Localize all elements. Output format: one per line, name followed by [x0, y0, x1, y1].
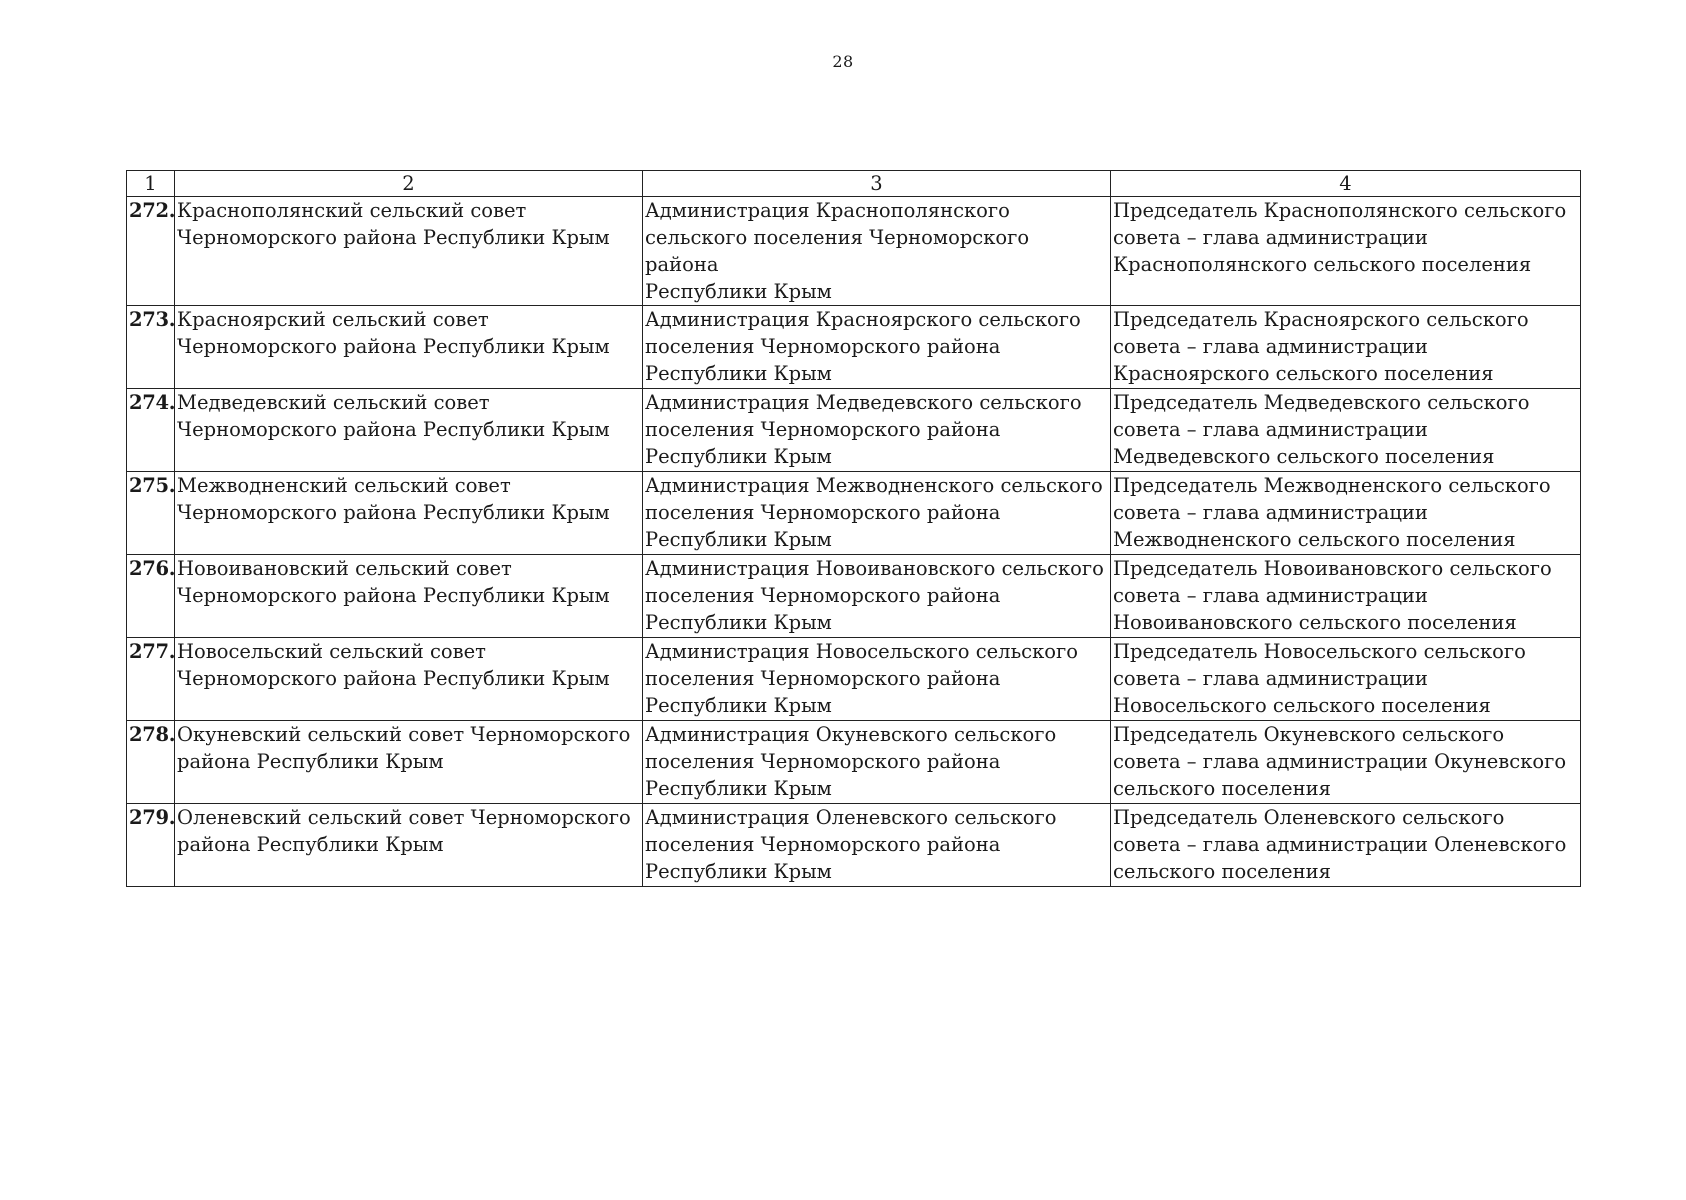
council-name: Новосельский сельский совет Черноморского района Республики Крым: [177, 640, 610, 690]
council-cell: [175, 721, 643, 804]
row-number: 279.: [127, 804, 175, 887]
row-number: 272.: [127, 197, 175, 306]
council-cell: [175, 197, 643, 306]
header-col-1: 1: [127, 171, 175, 197]
page-number: 28: [832, 52, 854, 71]
council-cell: [175, 804, 643, 887]
table-row: [127, 306, 1581, 389]
head-cell: [1111, 197, 1581, 306]
row-number: 274.: [127, 389, 175, 472]
head-cell: [1111, 472, 1581, 555]
administration-cell: [643, 721, 1111, 804]
table-body: [127, 197, 1581, 887]
administration-cell: [643, 197, 1111, 306]
head-title: Председатель Новоивановского сельского совета – глава администрации Новоивановского сельского поселения: [1113, 557, 1552, 634]
council-cell: [175, 555, 643, 638]
head-title: Председатель Окуневского сельского совета – глава администрации Окуневского сельского поселения: [1113, 723, 1567, 800]
administration-cell: [643, 306, 1111, 389]
header-row: [127, 171, 1581, 197]
head-title: Председатель Межводненского сельского совета – глава администрации Межводненского сельского поселения: [1113, 474, 1551, 551]
head-cell: [1111, 638, 1581, 721]
council-name: Красноярский сельский совет Черноморского района Республики Крым: [177, 308, 610, 358]
header-col-4: 4: [1111, 171, 1581, 197]
council-name: Межводненский сельский совет Черноморского района Республики Крым: [177, 474, 610, 524]
council-cell: [175, 638, 643, 721]
head-title: Председатель Красноярского сельского совета – глава администрации Красноярского сельского поселения: [1113, 308, 1529, 385]
administration-name: Администрация Окуневского сельского поселения Черноморского района Республики Крым: [645, 723, 1057, 800]
administration-name: Администрация Оленевского сельского поселения Черноморского района Республики Крым: [645, 806, 1057, 883]
table-row: [127, 804, 1581, 887]
head-cell: [1111, 555, 1581, 638]
head-cell: [1111, 804, 1581, 887]
head-cell: [1111, 389, 1581, 472]
head-cell: [1111, 721, 1581, 804]
header-col-2: 2: [175, 171, 643, 197]
administration-name: Администрация Новоивановского сельского поселения Черноморского района Республики Крым: [645, 557, 1104, 634]
administration-name: Администрация Новосельского сельского поселения Черноморского района Республики Крым: [645, 640, 1078, 717]
head-title: Председатель Оленевского сельского совета – глава администрации Оленевского сельского поселения: [1113, 806, 1567, 883]
administration-cell: [643, 804, 1111, 887]
head-title: Председатель Медведевского сельского совета – глава администрации Медведевского сельского поселения: [1113, 391, 1530, 468]
row-number: 277.: [127, 638, 175, 721]
head-title: Председатель Краснополянского сельского совета – глава администрации Краснополянского сельского поселения: [1113, 199, 1567, 276]
registry-table: [126, 170, 1581, 887]
header-col-3: 3: [643, 171, 1111, 197]
row-number: 275.: [127, 472, 175, 555]
administration-cell: [643, 472, 1111, 555]
table-row: [127, 472, 1581, 555]
administration-cell: [643, 555, 1111, 638]
council-cell: [175, 306, 643, 389]
row-number: 278.: [127, 721, 175, 804]
head-cell: [1111, 306, 1581, 389]
row-number: 273.: [127, 306, 175, 389]
table-row: [127, 721, 1581, 804]
row-number: 276.: [127, 555, 175, 638]
table-row: [127, 389, 1581, 472]
administration-cell: [643, 389, 1111, 472]
council-name: Оленевский сельский совет Черноморского района Республики Крым: [177, 806, 631, 856]
head-title: Председатель Новосельского сельского совета – глава администрации Новосельского сельского поселения: [1113, 640, 1526, 717]
administration-name: Администрация Межводненского сельского поселения Черноморского района Республики Крым: [645, 474, 1103, 551]
council-cell: [175, 472, 643, 555]
administration-name: Администрация Медведевского сельского поселения Черноморского района Республики Крым: [645, 391, 1082, 468]
table-row: [127, 555, 1581, 638]
administration-name: Администрация Краснополянского сельского поселения Черноморского района Республики Крым: [645, 199, 1030, 303]
council-name: Краснополянский сельский совет Черноморского района Республики Крым: [177, 199, 610, 249]
council-name: Новоивановский сельский совет Черноморского района Республики Крым: [177, 557, 610, 607]
council-cell: [175, 389, 643, 472]
table-header: [127, 171, 1581, 197]
council-name: Окуневский сельский совет Черноморского района Республики Крым: [177, 723, 631, 773]
table-row: [127, 197, 1581, 306]
administration-name: Администрация Красноярского сельского поселения Черноморского района Республики Крым: [645, 308, 1081, 385]
table-row: [127, 638, 1581, 721]
council-name: Медведевский сельский совет Черноморского района Республики Крым: [177, 391, 610, 441]
administration-cell: [643, 638, 1111, 721]
